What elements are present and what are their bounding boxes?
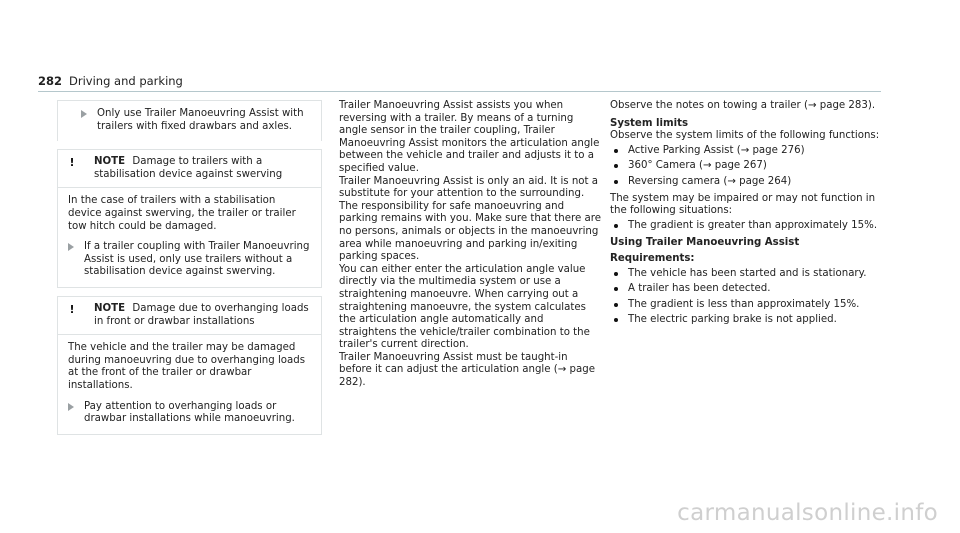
action-box [57,100,322,141]
list-item: The gradient is less than approximately 15%. [610,299,882,312]
situations-list [610,220,882,233]
action-item [68,241,311,279]
action-text: Pay attention to overhanging loads or drawbar installations while manoeuvring. [84,400,295,425]
list-item: 360° Camera (→ page 267) [610,160,882,173]
list-item: A trailer has been detected. [610,283,882,296]
note-body [58,188,321,287]
note-box-stabilisation [57,149,322,288]
paragraph: The system may be impaired or may not function in the following situations: [610,192,876,217]
paragraph: Observe the system limits of the following functions: [610,130,880,142]
bullet-icon [614,224,618,228]
note-body-text: In the case of trailers with a stabilisation device against swerving, the trailer or trailer tow hitch could be damaged. [68,195,296,232]
paragraph: You can either enter the articulation angle value directly via the multimedia system or use a straightening manoeuvre. When carrying out a straightening manoeuvre, the system calculates the articulation angle automatically and straightens the vehicle/trailer combination to the trailer's current direction. [339,263,590,351]
system-list [610,145,882,189]
column-right [610,100,882,331]
list-item: Reversing camera (→ page 264) [610,176,882,189]
column-middle [339,100,601,390]
action-text: If a trailer coupling with Trailer Manoeuvring Assist is used, only use trailers without a stabilisation device against swerving. [84,241,310,278]
page-header [38,74,881,92]
note-title: Damage to trailers with a stabilisation device against swerving [94,156,283,180]
page-title: Driving and parking [69,74,183,88]
note-header [58,150,321,188]
bullet-icon [614,287,618,291]
bullet-icon [614,318,618,322]
watermark: carmanualsonline.info [677,500,938,526]
bullet-icon [614,164,618,168]
note-header [58,297,321,335]
warning-icon: ! [66,304,78,316]
bullet-icon [614,180,618,184]
action-item [68,401,311,426]
list-item: Active Parking Assist (→ page 276) [610,145,882,158]
arrow-icon [68,243,74,251]
warning-icon: ! [66,157,78,169]
paragraph: Observe the notes on towing a trailer (→ page 283). [610,100,876,111]
list-item: The gradient is greater than approximately 15%. [610,220,882,233]
section-heading-using: Using Trailer Manoeuvring Assist [610,237,800,249]
list-item: The electric parking brake is not applied. [610,314,882,327]
paragraph: Trailer Manoeuvring Assist is only an aid. It is not a substitute for your attention to the surrounding. The responsibility for safe manoeuvring and parking remains with you. Make sure that there are no persons, animals or objects in the manoeuvring area while manoeuvring and parking in/exiting parking spaces. [339,175,601,263]
bullet-icon [614,272,618,276]
section-heading-system-limits: System limits [610,117,689,129]
note-body [58,335,321,434]
bullet-icon [614,303,618,307]
list-item: The vehicle has been started and is stationary. [610,268,882,281]
arrow-icon [81,110,87,118]
page-number: 282 [38,74,63,88]
note-label: NOTE [94,302,126,314]
requirements-list [610,268,882,327]
note-body-text: The vehicle and the trailer may be damaged during manoeuvring due to overhanging loads at the front of the trailer or drawbar installations. [68,342,306,391]
bullet-icon [614,149,618,153]
requirements-heading: Requirements: [610,252,695,264]
paragraph: Trailer Manoeuvring Assist must be taught-in before it can adjust the articulation angle (→ page 282). [339,351,595,389]
paragraph: Trailer Manoeuvring Assist assists you when reversing with a trailer. By means of a turning angle sensor in the trailer coupling, Trailer Manoeuvring Assist monitors the articulation angle between the vehicle and trailer and adjusts it to a specified value. [339,100,600,174]
note-label: NOTE [94,156,126,168]
note-box-overhanging [57,296,322,435]
column-left [57,100,322,435]
arrow-icon [68,403,74,411]
note-title: Damage due to overhanging loads in front or drawbar installations [94,302,309,327]
action-item [81,108,315,133]
action-text: Only use Trailer Manoeuvring Assist with trailers with fixed drawbars and axles. [97,108,304,132]
